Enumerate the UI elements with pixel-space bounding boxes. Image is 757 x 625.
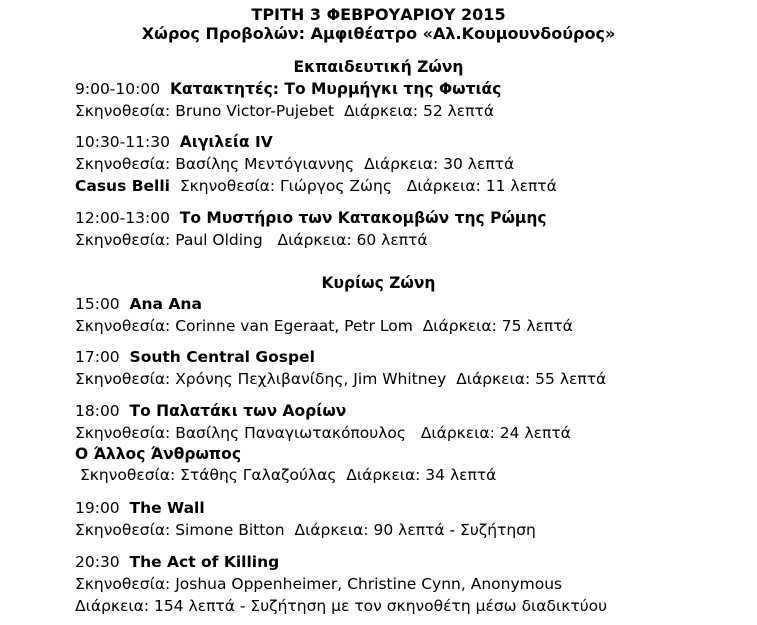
film-title: Αιγιλεία IV	[179, 133, 273, 151]
director: Σκηνοθεσία: Βασίλης Μεντόγιαννης	[75, 155, 355, 173]
screening-time: 9:00-10:00	[75, 80, 161, 98]
duration: Διάρκεια: 154 λεπτά - Συζήτηση με τον σκηνοθέτη μέσω διαδικτύου	[75, 597, 608, 615]
director: Σκηνοθεσία: Στάθης Γαλαζούλας	[79, 466, 337, 484]
credits-line	[75, 519, 536, 541]
film-title: Ana Ana	[129, 295, 202, 313]
director: Σκηνοθεσία: Χρόνης Πεχλιβανίδης, Jim Whitney	[75, 370, 447, 388]
film-title: Casus Belli	[75, 177, 170, 195]
duration: Διάρκεια: 24 λεπτά	[420, 424, 571, 442]
screening-line	[75, 293, 202, 315]
film-title: Ο Άλλος Άνθρωπος	[75, 445, 242, 463]
director: Σκηνοθεσία: Γιώργος Ζώης	[179, 177, 392, 195]
director: Σκηνοθεσία: Bruno Victor-Pujebet	[75, 102, 335, 120]
duration: Διάρκεια: 11 λεπτά	[406, 177, 557, 195]
credits-line	[75, 422, 571, 444]
credits-line	[75, 153, 514, 175]
screening-time: 12:00-13:00	[75, 209, 170, 227]
screening-line	[75, 78, 501, 100]
film-title: Το Μυστήριο των Κατακομβών της Ρώμης	[179, 209, 547, 227]
credits-line	[75, 573, 562, 595]
credits-line	[75, 315, 573, 337]
duration: Διάρκεια: 30 λεπτά	[364, 155, 515, 173]
screening-line	[75, 551, 279, 573]
director: Σκηνοθεσία: Joshua Oppenheimer, Christine Cynn, Anonymous	[75, 575, 563, 593]
duration: Διάρκεια: 52 λεπτά	[343, 102, 495, 120]
director: Σκηνοθεσία: Βασίλης Παναγιωτακόπουλος	[75, 424, 406, 442]
duration: Διάρκεια: 90 λεπτά - Συζήτηση	[294, 521, 536, 539]
film-title: Κατακτητές: Το Μυρμήγκι της Φωτιάς	[169, 80, 502, 98]
screening-line	[75, 131, 273, 153]
screening-line	[75, 346, 315, 368]
duration: Διάρκεια: 34 λεπτά	[346, 466, 497, 484]
duration: Διάρκεια: 55 λεπτά	[456, 370, 607, 388]
screening-time: 15:00	[75, 295, 120, 313]
screening-line	[75, 443, 241, 465]
film-title: The Act of Killing	[129, 553, 280, 571]
film-title: The Wall	[129, 499, 205, 517]
screening-time: 17:00	[75, 348, 120, 366]
credits-line	[75, 368, 606, 390]
duration: Διάρκεια: 75 λεπτά	[422, 317, 573, 335]
director: Σκηνοθεσία: Corinne van Egeraat, Petr Lom	[75, 317, 413, 335]
duration: Διάρκεια: 60 λεπτά	[277, 231, 428, 249]
screening-line	[75, 400, 346, 422]
director: Σκηνοθεσία: Paul Olding	[75, 231, 263, 249]
zone-heading-main: Κυρίως Ζώνη	[321, 274, 436, 292]
screening-time: 20:30	[75, 553, 120, 571]
screening-line	[75, 207, 547, 229]
screening-time: 18:00	[75, 402, 120, 420]
screening-time: 10:30-11:30	[75, 133, 170, 151]
credits-line	[75, 229, 428, 251]
director: Σκηνοθεσία: Simone Bitton	[75, 521, 285, 539]
page-title: ΤΡΙΤΗ 3 ΦΕΒΡΟΥΑΡΙΟΥ 2015	[251, 5, 506, 24]
film-title: South Central Gospel	[129, 348, 315, 366]
venue-subtitle: Χώρος Προβολών: Αμφιθέατρο «Αλ.Κουμουνδούρος»	[141, 24, 616, 43]
credits-line	[75, 464, 496, 486]
screening-line	[75, 497, 205, 519]
credits-line	[75, 595, 607, 617]
film-title: Το Παλατάκι των Αορίων	[129, 402, 347, 420]
credits-line	[75, 175, 557, 197]
credits-line	[75, 100, 494, 122]
zone-heading-educational: Εκπαιδευτική Ζώνη	[293, 58, 464, 76]
screening-time: 19:00	[75, 499, 120, 517]
